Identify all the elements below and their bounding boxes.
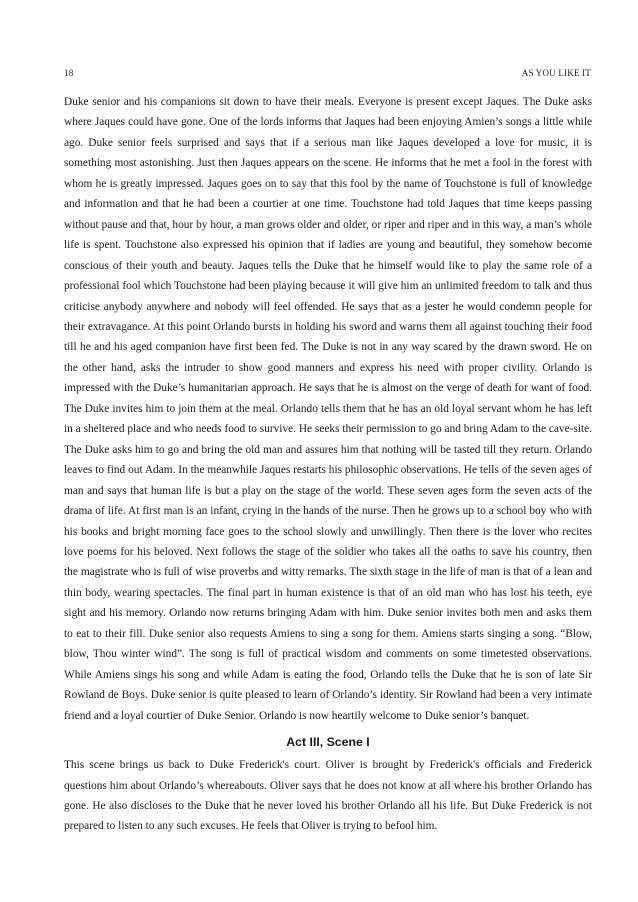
running-title: AS YOU LIKE IT	[521, 68, 591, 78]
summary-paragraph-act-ii-scene-vii: Duke senior and his companions sit down to have their meals. Everyone is present except Jaques. The Duke asks where Jaques could have gone. One of the lords informs that Jaques had been enjoying Amien’s songs a little while ago. Duke senior feels surprised and says that if a serious man like Jaques developed a love for music, it is something most astonishing. Just then Jaques appears on the scene. He informs that he met a fool in the forest with whom he is greatly impressed. Jaques goes on to say that this fool by the name of Touchstone is full of knowledge and information and that he had been a courtier at one time. Touchstone had told Jaques that time keeps passing without pause and that, hour by hour, a man grows older and older, or riper and riper and in this way, a man’s whole life is spent. Touchstone also expressed his opinion that if ladies are young and beautiful, they somehow become conscious of their youth and beauty. Jaques tells the Duke that he himself would like to play the same role of a professional fool which Touchstone had been playing because it will give him an unlimited freedom to talk and thus criticise anybody anywhere and nobody will feel offended. He says that as a jester he would condemn people for their extravagance. At this point Orlando bursts in holding his sword and warns them all against touching their food till he and his aged companion have first been fed. The Duke is not in any way scared by the drawn sword. He on the other hand, asks the intruder to show good manners and express his need with proper civility. Orlando is impressed with the Duke’s humanitarian approach. He says that he is almost on the verge of death for want of food. The Duke invites him to join them at the meal. Orlando tells them that he has an old loyal servant whom he has left in a sheltered place and who needs food to survive. He seeks their permission to go and bring Adam to the cave-site. The Duke asks him to go and bring the old man and assures him that nothing will be tasted till they return. Orlando leaves to find out Adam. In the meanwhile Jaques restarts his philosophic observations. He tells of the seven ages of man and says that human life is but a play on the stage of the world. These seven ages form the seven acts of the drama of life. At first man is an infant, crying in the hands of the nurse. Then he grows up to a school boy who with his books and bright morning face goes to the school slowly and unwillingly. Then there is the lover who recites love poems for his beloved. Next follows the stage of the soldier who takes all the oaths to save his country, then the magistrate who is full of wise proverbs and witty remarks. The sixth stage in the life of man is that of a lean and thin body, wearing spectacles. The final part in human existence is that of an old man who has lost his teeth, eye sight and his memory. Orlando now returns bringing Adam with him. Duke senior invites both men and asks them to eat to their fill. Duke senior also requests Amiens to sing a song for them. Amiens starts singing a song. “Blow, blow, Thou winter wind”. The song is full of practical wisdom and comments on some timetested observations. While Amiens sings his song and while Adam is eating the food, Orlando tells the Duke that he is son of late Sir Rowland de Boys. Duke senior is quite pleased to learn of Orlando’s identity. Sir Rowland had been a very intimate friend and a loyal courtier of Duke Senior. Orlando is now heartily welcome to Duke senior’s banquet.	[64, 96, 592, 722]
summary-paragraph-act-iii-scene-i: This scene brings us back to Duke Frederick's court. Oliver is brought by Frederick's officials and Frederick questions him about Orlando’s whereabouts. Oliver says that he does not know at all where his brother Orlando has gone. He also discloses to the Duke that he never loved his brother Orlando all his life. But Duke Frederick is not prepared to listen to any such excuses. He feels that Oliver is trying to befool him.	[64, 759, 592, 833]
page-body	[64, 92, 592, 837]
section-heading: Act III, Scene I	[286, 735, 370, 750]
page-header	[64, 68, 591, 82]
page-number: 18	[64, 68, 74, 78]
